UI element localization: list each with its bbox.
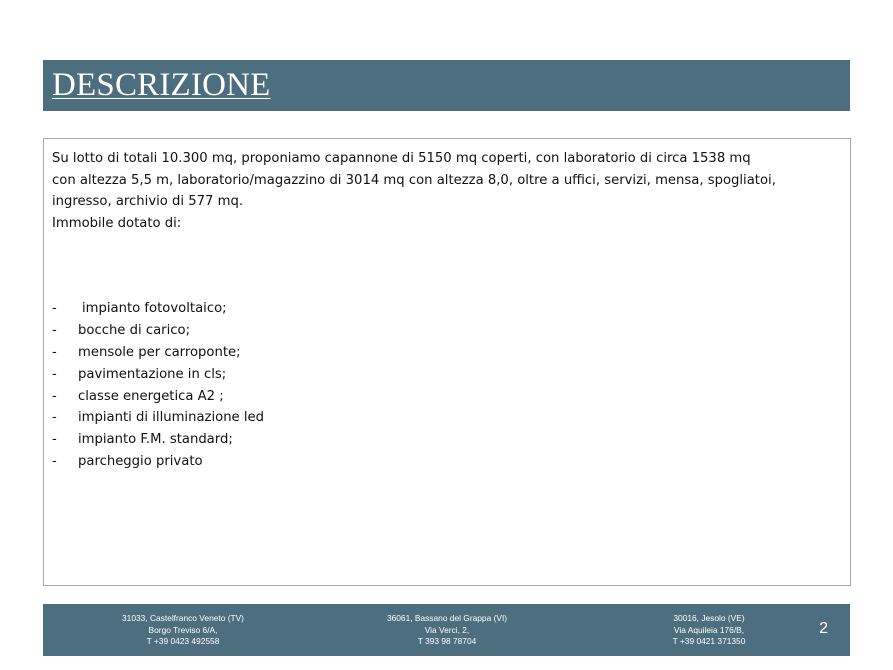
office-street: Via Verci, 2, — [424, 624, 470, 635]
list-item — [52, 386, 842, 408]
office-city: 36061, Bassano del Grappa (VI) — [386, 613, 508, 623]
bullet-dash: - — [52, 366, 57, 382]
office-jesolo — [609, 613, 809, 648]
description-line: ingresso, archivio di 577 mq. — [52, 194, 244, 210]
feature-text: mensole per carroponte; — [78, 344, 241, 360]
feature-text: impianto F.M. standard; — [78, 432, 233, 448]
office-phone: T +39 0423 492558 — [146, 636, 220, 647]
office-street: Borgo Treviso 6/A, — [148, 624, 218, 635]
bullet-dash: - — [52, 344, 57, 360]
list-item — [52, 407, 842, 429]
page-number: 2 — [819, 620, 828, 637]
description-line: con altezza 5,5 m, laboratorio/magazzino di 3014 mq con altezza 8,0, oltre a uffici, servizi, mensa, spogliatoi, — [52, 172, 776, 188]
office-phone: T 393 98 78704 — [417, 636, 477, 647]
bullet-dash: - — [52, 453, 57, 469]
list-item — [52, 429, 842, 451]
list-item — [52, 451, 842, 473]
list-item — [52, 342, 842, 364]
feature-text: impianti di illuminazione led — [78, 410, 265, 426]
feature-text: bocche di carico; — [78, 323, 191, 339]
office-castelfranco — [83, 613, 283, 648]
page-title: DESCRIZIONE — [52, 67, 271, 103]
bullet-dash: - — [52, 323, 57, 339]
feature-text: impianto fotovoltaico; — [82, 301, 227, 317]
list-item — [52, 298, 842, 320]
feature-text: pavimentazione in cls; — [78, 366, 227, 382]
header-band — [43, 60, 850, 111]
features-list — [52, 298, 842, 472]
description-line: Su lotto di totali 10.300 mq, proponiamo capannone di 5150 mq coperti, con laboratorio di circa 1538 mq — [52, 151, 751, 166]
feature-text: parcheggio privato — [78, 453, 203, 469]
bullet-dash: - — [52, 388, 57, 404]
spacer — [52, 234, 842, 298]
bullet-dash: - — [52, 301, 57, 317]
office-phone: T +39 0421 371350 — [672, 636, 746, 647]
description-box — [43, 138, 851, 586]
feature-text: classe energetica A2 ; — [78, 388, 224, 404]
office-city: 31033, Castelfranco Veneto (TV) — [122, 613, 244, 623]
features-intro: Immobile dotato di: — [52, 215, 182, 231]
list-item — [52, 320, 842, 342]
office-bassano — [347, 613, 547, 648]
office-street: Via Aquileia 176/B, — [673, 624, 745, 635]
bullet-dash: - — [52, 410, 57, 426]
bullet-dash: - — [52, 432, 57, 448]
office-city: 30016, Jesolo (VE) — [673, 613, 745, 623]
footer-band — [43, 604, 850, 656]
list-item — [52, 364, 842, 386]
